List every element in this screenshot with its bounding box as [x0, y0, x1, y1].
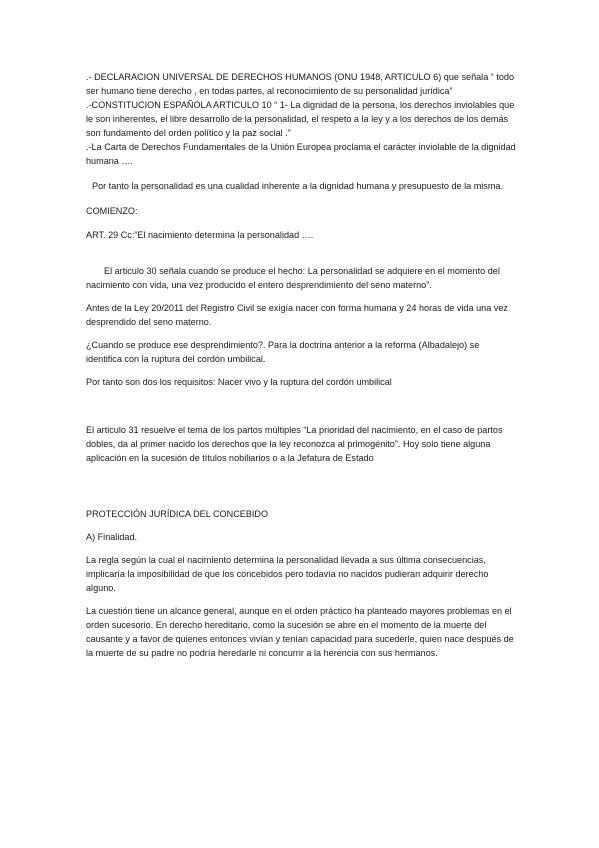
paragraph-ley-registro-civil: Antes de la Ley 20/2011 del Registro Civil se exigía nacer con forma humana y 24 horas de vida una vez desprendido del seno materno. [86, 303, 508, 327]
paragraph-carta-derechos-ue: .-La Carta de Derechos Fundamentales de la Unión Europea proclama el carácter inviolable de la dignidad humana …. [86, 142, 516, 166]
paragraph-regla-nacimiento: La regla según la cual el nacimiento determina la personalidad llevada a sus última consecuencias, implicaría la imposibilidad de que los concebidos pero todavía no nacidos pudieran adquirir derecho alguno. [86, 555, 489, 593]
paragraph-art-29: ART. 29 Cc:”El nacimiento determina la personalidad …. [86, 230, 314, 240]
paragraph-art-31: El articulo 31 resuelve el tema de los partos múltiples “La prioridad del nacimiento, en el caso de partos dobles, da al primer nacido los derechos que la ley reconozca al primogénito”. Hoy solo tiene alguna aplicación en la sucesión de títulos nobiliarios o a la Jefatura de Estado [86, 425, 503, 463]
paragraph-requisitos: Por tanto son dos los requisitos: Nacer vivo y la ruptura del cordón umbilical [86, 377, 392, 387]
paragraph-art-30: El articulo 30 señala cuando se produce el hecho: La personalidad se adquiere en el momento del nacimiento con vida, una vez producido el entero desprendimiento del seno materno”. [86, 266, 500, 290]
heading-finalidad: A) Finalidad. [86, 532, 138, 542]
heading-proteccion-concebido: PROTECCIÓN JURÍDICA DEL CONCEBIDO [86, 509, 269, 519]
paragraph-cuestion-sucesorio: La cuestión tiene un alcance general, aunque en el orden práctico ha planteado mayores problemas en el orden sucesorio. En derecho hereditario, como la sucesión se abre en el momento de la muerte del causante y a favor de quienes entonces vivían y tenían capacidad para sucederle, quien nace después de la muerte de su padre no podría heredarle ni concurrir a la herencia con sus hermanos. [86, 606, 514, 658]
paragraph-personalidad-dignidad: Por tanto la personalidad es una cualidad inherente a la dignidad humana y presupuesto de la misma. [92, 181, 504, 191]
paragraph-desprendimiento: ¿Cuando se produce ese desprendimiento?. Para la doctrina anterior a la reforma (Albadalejo) se identifica con la ruptura del cordón umbilical. [86, 340, 480, 364]
paragraph-declaracion-universal: .- DECLARACION UNIVERSAL DE DERECHOS HUMANOS (ONU 1948, ARTICULO 6) que señala “ todo ser humano tiene derecho , en todas partes, al reconocimiento de su personalidad jurídica” [86, 72, 515, 96]
heading-comienzo: COMIENZO: [86, 206, 138, 216]
paragraph-constitucion-espanola: .-CONSTITUCION ESPAÑOLA ARTICULO 10 “ 1- La dignidad de la persona, los derechos inviolables que le son inherentes, el libre desarrollo de la personalidad, el respeto a la ley y a los derechos de los demás son fundamento del orden político y la paz social .” [86, 100, 515, 138]
document-body [86, 70, 516, 660]
